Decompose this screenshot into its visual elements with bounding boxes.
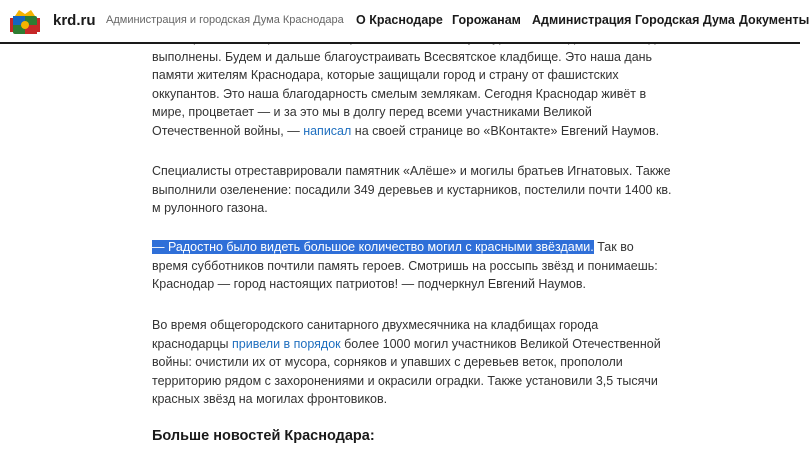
paragraph-text: Так во время субботников почтили память героев. Смотришь на россыпь звёзд и понимаешь: Краснодар — город настоящих патриотов! — подчеркнул Евгений Наумов. bbox=[152, 240, 658, 291]
article-paragraph-4 bbox=[152, 316, 672, 409]
more-news-heading: Больше новостей Краснодара: bbox=[152, 428, 375, 444]
nav-item-citizens[interactable]: Горожанам bbox=[452, 13, 521, 27]
paragraph-text: выполнены. Будем и дальше благоустраивать Всесвятское кладбище. Это наша дань памяти жителям Краснодара, которые защищали город и страну от фашистских оккупантов. Это наша благодарность смелым землякам. Сегодня Краснодар живёт в мире, процветает — и за это мы в долгу перед всеми участниками Великой Отечественной войны, — bbox=[152, 49, 653, 138]
nav-item-administration[interactable]: Администрация bbox=[532, 13, 632, 27]
article-paragraph-3 bbox=[152, 238, 672, 294]
cleanup-news-link[interactable]: привели в порядок bbox=[232, 336, 341, 351]
vk-post-link[interactable]: написал bbox=[303, 123, 352, 138]
paragraph-text: на своей странице во «ВКонтакте» Евгений Наумов. bbox=[354, 123, 660, 138]
paragraph-text: Специалисты отреставрировали памятник «Алёше» и могилы братьев Игнатовых. Также выполнили озеленение: посадили 349 деревьев и кустарников, постелили почти 1400 кв. м рулонного газона. bbox=[152, 164, 672, 215]
article-paragraph-2 bbox=[152, 162, 672, 218]
nav-item-documents[interactable]: Документы bbox=[739, 13, 809, 27]
article-paragraph-1 bbox=[152, 29, 672, 140]
paragraph-text: более 1000 могил участников Великой Отечественной войны: очистили их от мусора, сорняков и упавших с деревьев веток, пропололи территорию рядом с захоронениями и окрасили оградки. Также установили 3,5 тысячи красных звёзд на могилах фронтовиков. bbox=[152, 336, 661, 406]
selected-text[interactable]: — Радостно было видеть большое количество могил с красными звёздами. bbox=[152, 240, 594, 254]
site-description: Администрация и городская Дума Краснодара bbox=[106, 14, 344, 26]
site-name[interactable]: krd.ru bbox=[53, 12, 96, 29]
site-header bbox=[0, 0, 809, 44]
main-nav bbox=[0, 13, 809, 33]
nav-item-city-duma[interactable]: Городская Дума bbox=[635, 13, 735, 27]
paragraph-text: Во время общегородского санитарного двухмесячника на кладбищах города краснодарцы bbox=[152, 318, 599, 351]
nav-item-about-krasnodar[interactable]: О Краснодаре bbox=[356, 13, 443, 27]
